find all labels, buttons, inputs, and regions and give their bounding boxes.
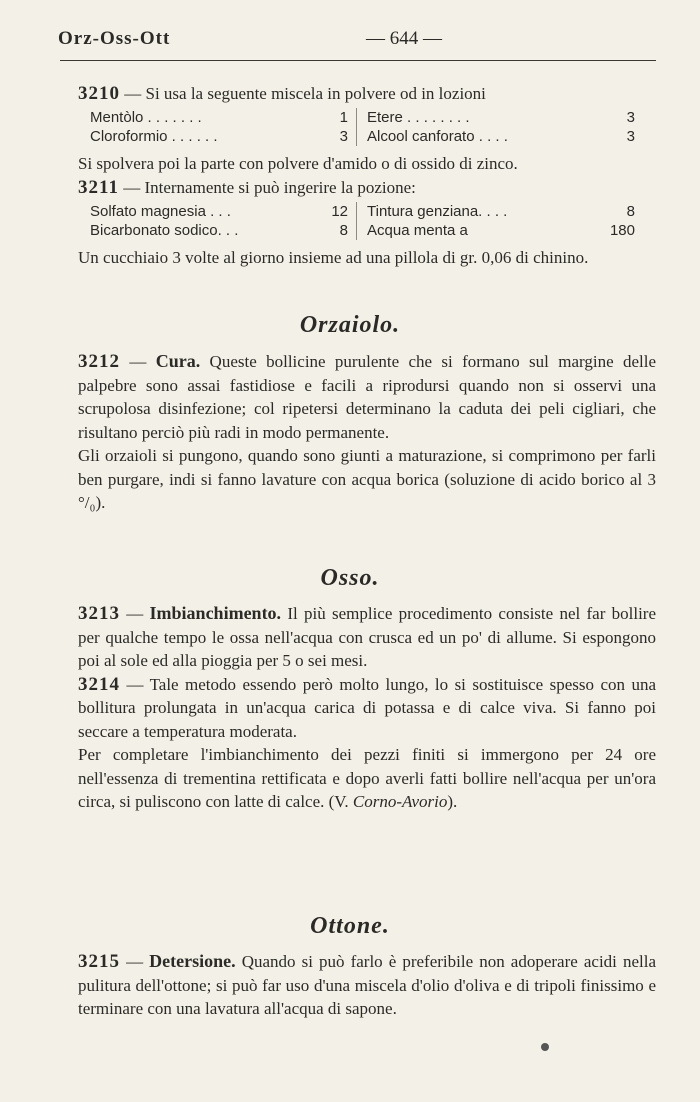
entry-3215 [78,950,656,1021]
recipe-line [367,108,635,127]
entry-number: 3210 [78,83,120,104]
ingredient-name: Acqua menta a [367,221,468,239]
entry-3210-intro: — Si usa la seguente miscela in polvere od in lozioni [120,84,486,103]
entry-3214-paragraph-2 [78,743,656,814]
entry-3211-text [78,176,656,200]
entry-keyword: Imbianchimento. [149,603,282,623]
ingredient-name: Mentòlo . . . . . . . [90,108,202,126]
entry-3213-body: Il più semplice procedimento consiste nel far bollire per qualche tempo le ossa nell'acqua con crusca ed un po' di allume. Si espongono poi al sole ed alla pioggia per 5 o sei mesi. [78,604,657,670]
ingredient-qty: 8 [626,202,635,220]
section-heading-ottone: Ottone. [310,913,390,939]
recipe-line [90,221,348,240]
section-heading-orzaiolo: Orzaiolo. [299,312,401,338]
ingredient-qty: 8 [339,221,348,239]
entry-keyword: Cura. [155,351,201,371]
recipe-line [90,108,348,127]
ingredient-qty: 180 [609,221,635,239]
recipe-left-column [90,202,356,240]
ingredient-qty: 12 [331,202,348,220]
ink-spot [541,1043,549,1051]
recipe-3210 [90,108,656,146]
entry-3210 [78,82,656,175]
page-number: — 644 — [366,28,442,49]
recipe-line [367,202,635,221]
entry-number: 3211 [78,177,119,198]
entry-3215-text: 3215 — Detersione. Quando si può farlo è preferibile non adoperare acidi nella pulitura dell'ottone; si può far uso d'una miscela d'olio d'oliva e di tripoli finissimo e terminare con una lavatura all'acqua di sapone. [78,951,657,1018]
entry-3211-after: Un cucchiaio 3 volte al giorno insieme ad una pillola di gr. 0,06 di chinino. [78,247,589,267]
recipe-right-column [356,202,635,240]
entry-3212 [78,350,656,515]
recipe-line [367,127,635,146]
entry-3212-text: 3212 — Cura. Queste bollicine purulente che si formano sul margine delle palpebre sono assai fastidiose e facili a riprodursi quando non si osservi una scrupolosa disinfezione; col ripetersi determinano la caduta dei peli cigliari, che risultano perciò più radi in modo permanente. [78,351,656,442]
ingredient-qty: 1 [339,108,348,126]
entry-number: 3212 [78,351,120,372]
ingredient-name: Solfato magnesia . . . [90,202,231,220]
recipe-line [90,127,348,146]
running-title: Orz-Oss-Ott [58,28,171,49]
ingredient-qty: 3 [626,108,635,126]
entry-3213-text: 3213 — Imbianchimento. Il più semplice procedimento consiste nel far bollire per qualche tempo le ossa nell'acqua con crusca ed un po' di allume. Si espongono poi al sole ed alla pioggia per 5 o sei mesi. [78,603,657,670]
entry-keyword: Detersione. [149,951,236,971]
entry-3211 [78,176,656,269]
ingredient-qty: 3 [339,127,348,145]
entry-number: 3213 [78,603,120,624]
ingredient-name: Cloroformio . . . . . . [90,127,218,145]
recipe-right-column [356,108,635,146]
ingredient-name: Bicarbonato sodico. . . [90,221,239,239]
entry-3212-body: Queste bollicine purulente che si formano sul margine delle palpebre sono assai fastidiose e facili a riprodursi quando non si osservi una scrupolosa disinfezione; col ripetersi determinano la caduta dei peli cigliari, che risultano perciò più radi in modo permanente. [78,352,656,442]
entry-3212-paragraph-2: Gli orzaioli si pungono, quando sono giunti a maturazione, si comprimono per farli ben purgare, indi si fanno lavature con acqua borica (soluzione di acido borico al 3 °/₀). [78,446,656,512]
ingredient-name: Tintura genziana. . . . [367,202,508,220]
header-rule [60,60,656,61]
entry-3210-text [78,82,656,106]
entry-3214-body: — Tale metodo essendo però molto lungo, lo si sostituisce spesso con una bollitura prolungata in un'acqua carica di potassa e di calce viva. Si fanno poi seccare a temperatura moderata. [78,674,656,741]
recipe-line [90,202,348,221]
entry-number: 3215 [78,951,120,972]
entry-3214-text [78,673,656,744]
recipe-3211 [90,202,656,240]
recipe-line [367,221,635,240]
entry-3215-body: Quando si può farlo è preferibile non adoperare acidi nella pulitura dell'ottone; si può far uso d'una miscela d'olio d'oliva e di tripoli finissimo e terminare con una lavatura all'acqua di sapone. [78,952,657,1018]
entry-3210-after: Si spolvera poi la parte con polvere d'amido o di ossido di zinco. [78,153,518,173]
entry-3211-intro: — Internamente si può ingerire la pozione: [118,178,416,197]
page-header [58,28,658,56]
ingredient-qty: 3 [626,127,635,145]
entry-number: 3214 [78,673,120,695]
section-heading-osso: Osso. [320,565,380,591]
ingredient-name: Alcool canforato . . . . [367,127,508,145]
entry-3213 [78,602,656,814]
recipe-left-column [90,108,356,146]
ingredient-name: Etere . . . . . . . . [367,108,470,126]
cross-reference: Corno-Avorio [352,792,448,811]
paragraph-end: ). [447,792,458,811]
paragraph-text: Per completare l'imbianchimento dei pezzi finiti si immergono per 24 ore nell'essenza di trementina rettificata e dopo averli fatti bollire nell'acqua per un'ora circa, si puliscono con latte di calce. (V. [78,745,656,811]
